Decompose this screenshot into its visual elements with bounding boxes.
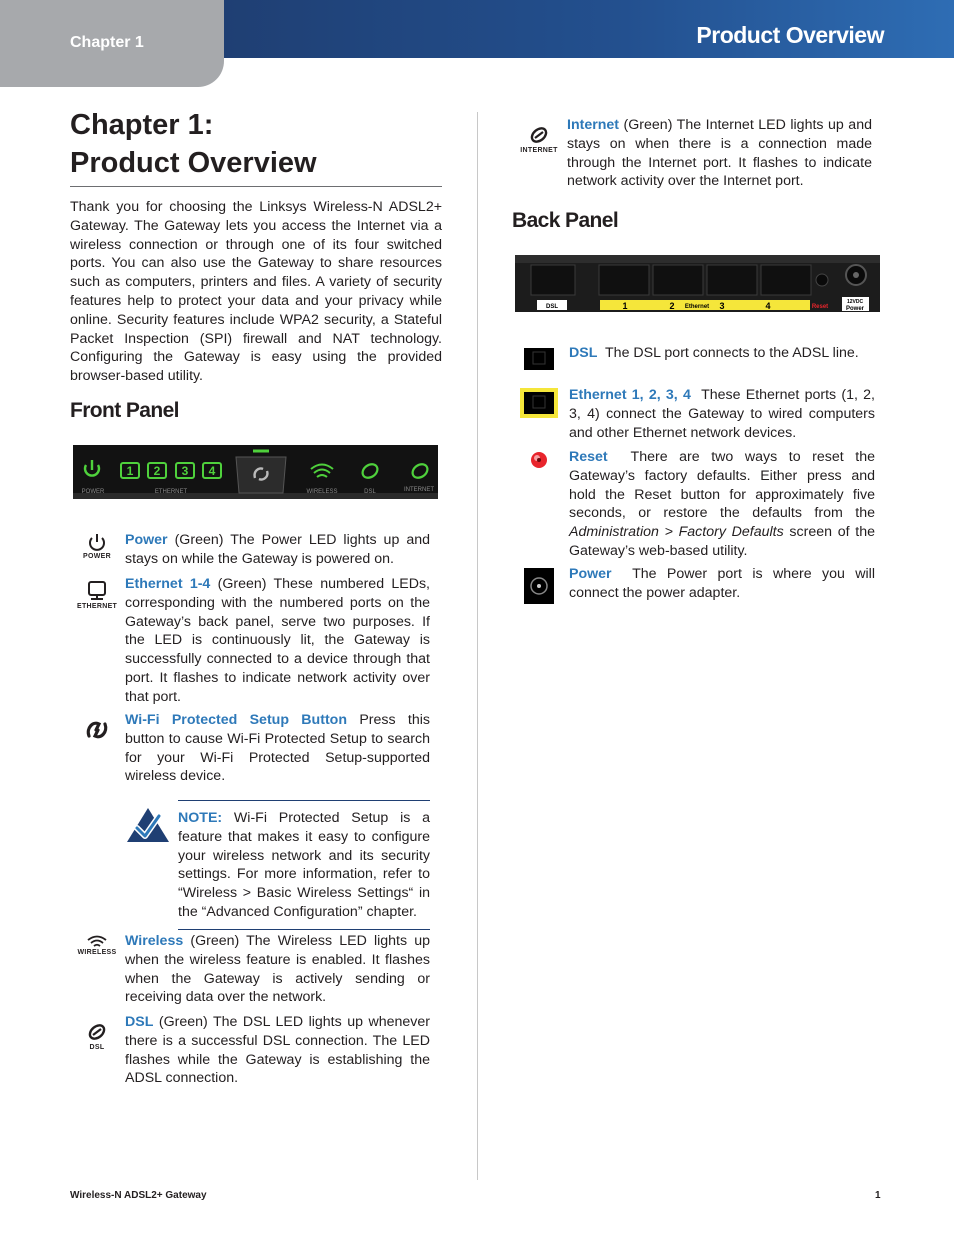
footer-page-number: 1 <box>875 1190 881 1201</box>
page-title <box>70 106 442 187</box>
term-power: Power <box>125 532 168 548</box>
term-dsl: DSL <box>125 1014 154 1030</box>
term-ethernet: Ethernet 1-4 <box>125 576 211 592</box>
ethernet-port-icon <box>520 388 558 423</box>
term-back-dsl: DSL <box>569 345 598 361</box>
wps-icon <box>77 716 117 744</box>
back-panel-drawing <box>515 255 880 312</box>
wps-button-shape <box>236 457 286 493</box>
front-port-3: 3 <box>181 464 189 478</box>
section-title: Product Overview <box>696 22 884 48</box>
front-item-internet <box>567 116 872 191</box>
chapter-tab <box>0 0 224 87</box>
term-internet: Internet <box>567 117 620 133</box>
footer-product: Wireless-N ADSL2+ Gateway <box>70 1190 207 1201</box>
back-item-ethernet <box>569 386 875 442</box>
front-item-dsl-text: (Green) The DSL LED lights up whenever there is a successful DSL connection. The LED flashes while the Gateway is establishing the ADSL connection. <box>125 1014 430 1087</box>
back-item-dsl-text: The DSL port connects to the ADSL line. <box>605 345 859 361</box>
chapter-label: Chapter 1 <box>70 34 144 51</box>
back-item-power-text: The Power port is where you will connect the power adapter. <box>569 566 875 601</box>
front-item-power-text: (Green) The Power LED lights up and stays on while the Gateway is powered on. <box>125 532 430 567</box>
page-title-line2: Product Overview <box>70 147 317 179</box>
back-item-dsl <box>569 344 875 363</box>
intro-paragraph: Thank you for choosing the Linksys Wireless-N ADSL2+ Gateway. The Gateway lets you access the Internet via a wireless connection or through one of its four switched ports. You can also use the Gateway to share resources such as computers, printers and files. A variety of security features help to protect your data and your privacy while online. Security features include WPA2 security, a Stateful Packet Inspection (SPI) firewall and NAT technology. Configuring the Gateway is easy using the provided browser-based utility. <box>70 199 442 385</box>
front-item-power <box>125 531 430 569</box>
front-item-dsl <box>125 1013 430 1088</box>
back-label-12vdc: 12VDC <box>846 299 864 305</box>
back-label-3: 3 <box>719 301 725 311</box>
page-title-line1: Chapter 1: <box>70 109 214 141</box>
term-wps: Wi-Fi Protected Setup Button <box>125 712 348 728</box>
note-text: Wi-Fi Protected Setup is a feature that makes it easy to configure your wireless network and its security settings. For more information, refer to “Wireless > Basic Wireless Settings“ in the “Advanced Configuration” chapter. <box>178 810 430 920</box>
front-port-4: 4 <box>208 464 216 478</box>
front-label-power: POWER <box>81 489 105 495</box>
wireless-icon <box>77 934 117 956</box>
front-panel-image <box>73 445 438 499</box>
back-item-reset-italic: Administration > Factory Defaults <box>569 524 784 541</box>
term-back-ethernet: Ethernet 1, 2, 3, 4 <box>569 387 691 403</box>
column-divider <box>477 112 478 1180</box>
wireless-icon-label: WIRELESS <box>77 949 117 956</box>
front-item-internet-text: (Green) The Internet LED lights up and stays on when there is a connection made through the Internet port. It flashes to indicate network activity over the Internet port. <box>567 117 872 190</box>
front-panel-drawing <box>73 445 438 499</box>
back-item-reset-text: There are two ways to reset the Gateway’s factory defaults. Either press and hold the Reset button for approximately five seconds, or restore the defaults from the <box>569 449 875 522</box>
back-item-power <box>569 565 875 603</box>
section-header-bar <box>224 0 954 58</box>
back-panel-image <box>515 255 880 312</box>
back-label-2: 2 <box>669 301 675 311</box>
front-item-ethernet-text: (Green) These numbered LEDs, corresponding with the numbered ports on the Gateway’s back panel, serve two purposes. If the LED is continuously lit, the Gateway is successfully connected to a device through that port. It flashes to indicate network activity over that port. <box>125 576 430 705</box>
front-port-2: 2 <box>153 464 161 478</box>
front-item-wps-text: Press this button to cause Wi-Fi Protected Setup to search for your Wi-Fi Protected Setup-supported wireless device. <box>125 712 430 785</box>
front-item-wps <box>125 711 430 786</box>
dsl-icon-label: DSL <box>89 1044 105 1051</box>
back-item-reset-text-post: screen of the Gateway’s web-based utility. <box>569 524 875 559</box>
ethernet-icon <box>77 580 117 610</box>
front-label-ethernet: ETHERNET <box>154 489 188 495</box>
back-label-ethernet: Ethernet <box>684 304 710 310</box>
front-label-internet: INTERNET <box>404 487 434 493</box>
back-label-1: 1 <box>622 301 628 311</box>
back-item-ethernet-text: These Ethernet ports (1, 2, 3, 4) connect the Gateway to wired computers and other Ethernet network devices. <box>569 387 875 441</box>
front-port-1: 1 <box>126 464 134 478</box>
dsl-port-icon <box>521 345 557 378</box>
back-label-power: Power <box>845 306 865 312</box>
reset-button-icon <box>529 450 549 475</box>
power-icon-label: POWER <box>83 553 111 560</box>
ethernet-icon-label: ETHERNET <box>77 603 118 610</box>
front-item-ethernet <box>125 575 430 707</box>
front-item-wireless <box>125 932 430 1007</box>
front-label-wireless: WIRELESS <box>306 489 338 495</box>
power-icon <box>77 532 117 560</box>
front-label-dsl: DSL <box>364 489 376 495</box>
back-label-dsl: DSL <box>546 304 558 310</box>
note-box <box>178 800 430 930</box>
internet-icon <box>519 124 559 154</box>
power-port-icon <box>524 568 554 609</box>
front-panel-heading: Front Panel <box>70 399 179 422</box>
back-label-4: 4 <box>765 301 771 311</box>
back-panel-heading: Back Panel <box>512 209 619 232</box>
checkmark-icon <box>125 806 171 849</box>
dsl-icon <box>77 1021 117 1051</box>
back-item-reset <box>569 448 875 561</box>
internet-icon-label: INTERNET <box>520 147 558 154</box>
note-label: NOTE: <box>178 810 223 826</box>
back-label-reset: Reset <box>811 304 829 310</box>
term-back-reset: Reset <box>569 449 608 465</box>
term-wireless: Wireless <box>125 933 184 949</box>
term-back-power: Power <box>569 566 612 582</box>
front-item-wireless-text: (Green) The Wireless LED lights up when the wireless feature is enabled. It flashes when the Gateway is actively sending or receiving data over the network. <box>125 933 430 1006</box>
